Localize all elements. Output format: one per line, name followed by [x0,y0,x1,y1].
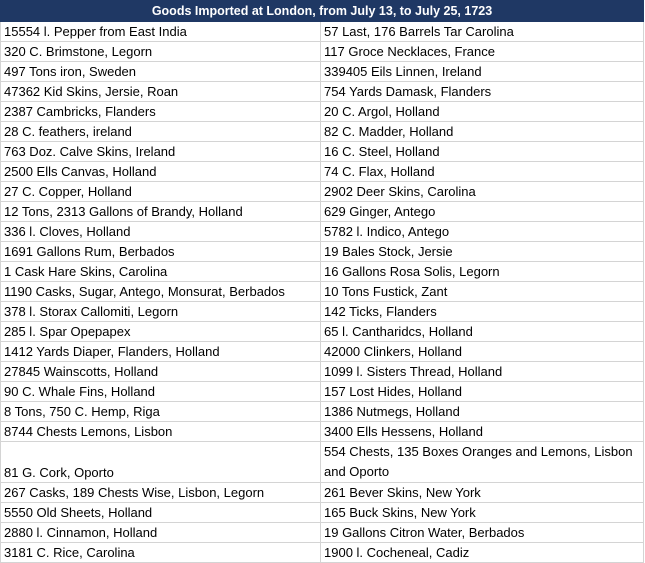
cell-right[interactable]: 57 Last, 176 Barrels Tar Carolina [321,22,644,42]
table-row [1,102,644,122]
cell-left[interactable]: 81 G. Cork, Oporto [1,442,321,483]
cell-right[interactable]: 754 Yards Damask, Flanders [321,82,644,102]
cell-left[interactable]: 336 l. Cloves, Holland [1,222,321,242]
table-row [1,142,644,162]
table-row [1,543,644,563]
header-row [1,1,644,22]
table-row [1,302,644,322]
cell-right[interactable]: 10 Tons Fustick, Zant [321,282,644,302]
cell-right[interactable]: 2902 Deer Skins, Carolina [321,182,644,202]
cell-left[interactable]: 267 Casks, 189 Chests Wise, Lisbon, Legorn [1,483,321,503]
cell-left[interactable]: 1190 Casks, Sugar, Antego, Monsurat, Berbados [1,282,321,302]
cell-right[interactable]: 16 Gallons Rosa Solis, Legorn [321,262,644,282]
cell-right[interactable]: 65 l. Cantharidcs, Holland [321,322,644,342]
cell-left[interactable]: 15554 l. Pepper from East India [1,22,321,42]
table-row [1,122,644,142]
cell-left[interactable]: 5550 Old Sheets, Holland [1,503,321,523]
cell-right[interactable]: 157 Lost Hides, Holland [321,382,644,402]
cell-right[interactable]: 1900 l. Cocheneal, Cadiz [321,543,644,563]
table-row [1,222,644,242]
cell-right[interactable]: 1099 l. Sisters Thread, Holland [321,362,644,382]
cell-left[interactable]: 90 C. Whale Fins, Holland [1,382,321,402]
cell-left[interactable]: 8 Tons, 750 C. Hemp, Riga [1,402,321,422]
cell-right[interactable]: 42000 Clinkers, Holland [321,342,644,362]
cell-left[interactable]: 27845 Wainscotts, Holland [1,362,321,382]
cell-left[interactable]: 2880 l. Cinnamon, Holland [1,523,321,543]
table-row [1,62,644,82]
table-row [1,382,644,402]
table-row [1,523,644,543]
table-row [1,282,644,302]
cell-right[interactable]: 3400 Ells Hessens, Holland [321,422,644,442]
cell-right[interactable]: 16 C. Steel, Holland [321,142,644,162]
cell-right[interactable]: 1386 Nutmegs, Holland [321,402,644,422]
cell-right[interactable]: 19 Bales Stock, Jersie [321,242,644,262]
cell-left[interactable]: 1 Cask Hare Skins, Carolina [1,262,321,282]
cell-left[interactable]: 2387 Cambricks, Flanders [1,102,321,122]
cell-right[interactable]: 20 C. Argol, Holland [321,102,644,122]
cell-left[interactable]: 3181 C. Rice, Carolina [1,543,321,563]
table-row [1,22,644,42]
table-row [1,402,644,422]
table-row [1,503,644,523]
cell-left[interactable]: 1412 Yards Diaper, Flanders, Holland [1,342,321,362]
cell-left[interactable]: 28 C. feathers, ireland [1,122,321,142]
cell-right[interactable]: 339405 Eils Linnen, Ireland [321,62,644,82]
cell-left[interactable]: 763 Doz. Calve Skins, Ireland [1,142,321,162]
cell-left[interactable]: 27 C. Copper, Holland [1,182,321,202]
cell-left[interactable]: 2500 Ells Canvas, Holland [1,162,321,182]
cell-left[interactable]: 285 l. Spar Opepapex [1,322,321,342]
cell-left[interactable]: 497 Tons iron, Sweden [1,62,321,82]
cell-right[interactable]: 74 C. Flax, Holland [321,162,644,182]
cell-right[interactable]: 261 Bever Skins, New York [321,483,644,503]
table-row [1,442,644,483]
cell-right[interactable]: 5782 l. Indico, Antego [321,222,644,242]
cell-left[interactable]: 12 Tons, 2313 Gallons of Brandy, Holland [1,202,321,222]
table-row [1,483,644,503]
table-row [1,342,644,362]
table-row [1,182,644,202]
cell-right[interactable]: 629 Ginger, Antego [321,202,644,222]
table-row [1,162,644,182]
cell-right[interactable]: 117 Groce Necklaces, France [321,42,644,62]
table-title[interactable]: Goods Imported at London, from July 13, to July 25, 1723 [1,1,644,22]
table-row [1,322,644,342]
cell-left[interactable]: 320 C. Brimstone, Legorn [1,42,321,62]
cell-left[interactable]: 378 l. Storax Callomiti, Legorn [1,302,321,322]
cell-left[interactable]: 1691 Gallons Rum, Berbados [1,242,321,262]
table-row [1,202,644,222]
cell-left[interactable]: 47362 Kid Skins, Jersie, Roan [1,82,321,102]
cell-right[interactable]: 82 C. Madder, Holland [321,122,644,142]
cell-right[interactable]: 165 Buck Skins, New York [321,503,644,523]
table-row [1,362,644,382]
cell-left[interactable]: 8744 Chests Lemons, Lisbon [1,422,321,442]
table-row [1,422,644,442]
table-row [1,82,644,102]
table-row [1,262,644,282]
table-row [1,242,644,262]
cell-right[interactable]: 554 Chests, 135 Boxes Oranges and Lemons, Lisbon and Oporto [321,442,644,483]
table-row [1,42,644,62]
table-body [1,22,644,563]
cell-right[interactable]: 142 Ticks, Flanders [321,302,644,322]
cell-right[interactable]: 19 Gallons Citron Water, Berbados [321,523,644,543]
